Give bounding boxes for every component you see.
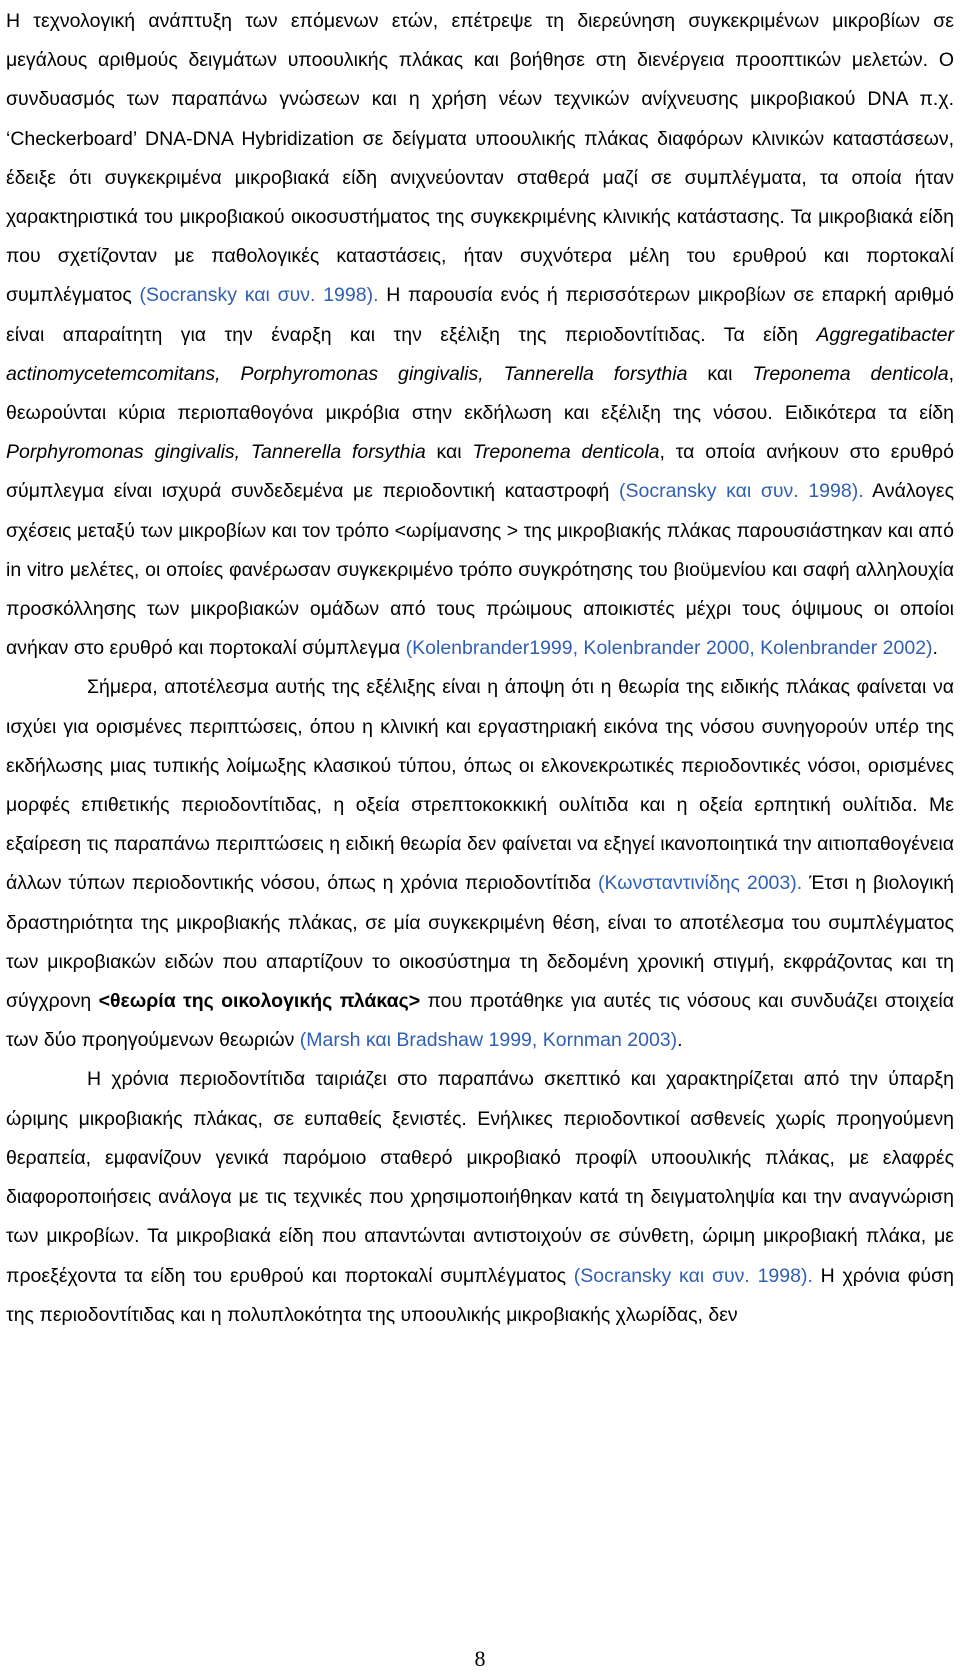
text-run: . xyxy=(677,1029,683,1052)
body-text xyxy=(6,2,954,1335)
bold-term: <θεωρία της οικολογικής πλάκας> xyxy=(98,990,421,1013)
citation: (Κωνσταντινίδης 2003). xyxy=(597,872,803,895)
paragraph-3 xyxy=(6,1060,954,1334)
species-name: Porphyromonas gingivalis, Tannerella forsythia xyxy=(6,441,426,464)
paragraph-1 xyxy=(6,2,954,668)
citation: (Kolenbrander1999, Kolenbrander 2000, Kolenbrander 2002) xyxy=(405,637,933,660)
species-name: Aggregatibacter actinomycetemcomitans, Porphyromonas gingivalis, Tannerella forsythia xyxy=(6,323,954,385)
citation: (Socransky και συν. 1998). xyxy=(573,1264,813,1287)
paragraph-2 xyxy=(6,668,954,1060)
text-run: Ανάλογες σχέσεις μεταξύ των μικροβίων και τον τρόπο <ωρίμανσης > της μικροβιακής πλάκας παρουσιάστηκαν και από in vitro μελέτες, οι οποίες φανέρωσαν συγκεκριμένο τρόπο συγκρότησης του βιοϋμενίου και σαφή αλληλουχία προσκόλλησης των μικροβιακών ομάδων από τους πρώιμους αποικιστές μέχρι τους όψιμους οι οποίοι ανήκαν στο ερυθρό και πορτοκαλί σύμπλεγμα xyxy=(6,480,954,660)
text-run: και xyxy=(687,362,753,385)
page-number: 8 xyxy=(474,1646,486,1671)
text-run: που προτάθηκε για αυτές τις νόσους και συνδυάζει στοιχεία των δύο προηγούμενων θεωριών xyxy=(6,990,954,1052)
citation: (Socransky και συν. 1998). xyxy=(618,480,864,503)
species-name: Treponema denticola xyxy=(752,362,949,385)
species-name: Treponema denticola xyxy=(472,441,660,464)
text-run: Η χρόνια φύση της περιοδοντίτιδας και η πολυπλοκότητα της υποουλικής μικροβιακής χλωρίδας, δεν xyxy=(6,1264,954,1326)
text-run: . xyxy=(932,637,938,660)
document-page xyxy=(6,0,954,1677)
text-run: Σήμερα, αποτέλεσμα αυτής της εξέλιξης είναι η άποψη ότι η θεωρία της ειδικής πλάκας φαίνεται να ισχύει για ορισμένες περιπτώσεις, όπου η κλινική και εργαστηριακή εικόνα της νόσου συνηγορούν υπέρ της εκδήλωσης μιας τυπικής λοίμωξης κλασικού τύπου, όπως οι ελκονεκρωτικές περιοδοντικές νόσοι, ορισμένες μορφές επιθετικής περιοδοντίτιδας, η οξεία στρεπτοκοκκική ουλίτιδα και η οξεία ερπητική ουλίτιδα. Με εξαίρεση τις παραπάνω περιπτώσεις η ειδική θεωρία δεν φαίνεται να εξηγεί ικανοποιητικά την αιτιοπαθογένεια άλλων τύπων περιοδοντικής νόσου, όπως η χρόνια περιοδοντίτιδα xyxy=(6,676,954,895)
text-run: Η παρουσία ενός ή περισσότερων μικροβίων σε επαρκή αριθμό είναι απαραίτητη για την έναρξη και την εξέλιξη της περιοδοντίτιδας. Τα είδη xyxy=(6,284,955,346)
text-run: Η χρόνια περιοδοντίτιδα ταιριάζει στο παραπάνω σκεπτικό και χαρακτηρίζεται από την ύπαρξη ώριμης μικροβιακής πλάκας, σε ευπαθείς ξενιστές. Ενήλικες περιοδοντικοί ασθενείς χωρίς προηγούμενη θεραπεία, εμφανίζουν γενικά παρόμοιο σταθερό μικροβιακό προφίλ υποουλικής πλάκας, με ελαφρές διαφοροποιήσεις ανάλογα με τις τεχνικές που χρησιμοποιήθηκαν κατά τη δειγματοληψία και την αναγνώριση των μικροβίων. Τα μικροβιακά είδη που απαντώνται αντιστοιχούν σε σύνθετη, ώριμη μικροβιακή πλάκα, με προεξέχοντα τα είδη του ερυθρού και πορτοκαλί συμπλέγματος xyxy=(6,1068,954,1287)
text-run: , τα οποία ανήκουν στο ερυθρό σύμπλεγμα είναι ισχυρά συνδεδεμένα με περιοδοντική καταστροφή xyxy=(6,441,954,503)
text-run: , θεωρούνται κύρια περιοπαθογόνα μικρόβια στην εκδήλωση και εξέλιξη της νόσου. Ειδικότερα τα είδη xyxy=(6,362,955,425)
text-run: Η τεχνολογική ανάπτυξη των επόμενων ετών, επέτρεψε τη διερεύνηση συγκεκριμένων μικροβίων σε μεγάλους αριθμούς δειγμάτων υποουλικής πλάκας και βοήθησε στη διενέργεια προοπτικών μελετών. Ο συνδυασμός των παραπάνω γνώσεων και η χρήση νέων τεχνικών ανίχνευσης μικροβιακού DNA π.χ. ‘Checkerboard’ DNA-DNA Hybridization σε δείγματα υποουλικής πλάκας διαφόρων κλινικών καταστάσεων, έδειξε ότι συγκεκριμένα μικροβιακά είδη ανιχνεύονταν σταθερά μαζί σε συμπλέγματα, τα οποία ήταν χαρακτηριστικά του μικροβιακού οικοσυστήματος της συγκεκριμένης κλινικής κατάστασης. Τα μικροβιακά είδη που σχετίζονταν με παθολογικές καταστάσεις, ήταν συχνότερα μέλη του ερυθρού και πορτοκαλί συμπλέγματος xyxy=(6,10,954,307)
text-run: Έτσι η βιολογική δραστηριότητα της μικροβιακής πλάκας, σε μία συγκεκριμένη θέση, είναι το αποτέλεσμα του συμπλέγματος των μικροβιακών ειδών που απαρτίζουν το οικοσύστημα τη δεδομένη χρονική στιγμή, εκφράζοντας και τη σύγχρονη xyxy=(6,872,954,1013)
citation: (Marsh και Bradshaw 1999, Kornman 2003) xyxy=(299,1029,678,1052)
citation: (Socransky και συν. 1998). xyxy=(139,284,379,307)
text-run: και xyxy=(425,441,473,464)
